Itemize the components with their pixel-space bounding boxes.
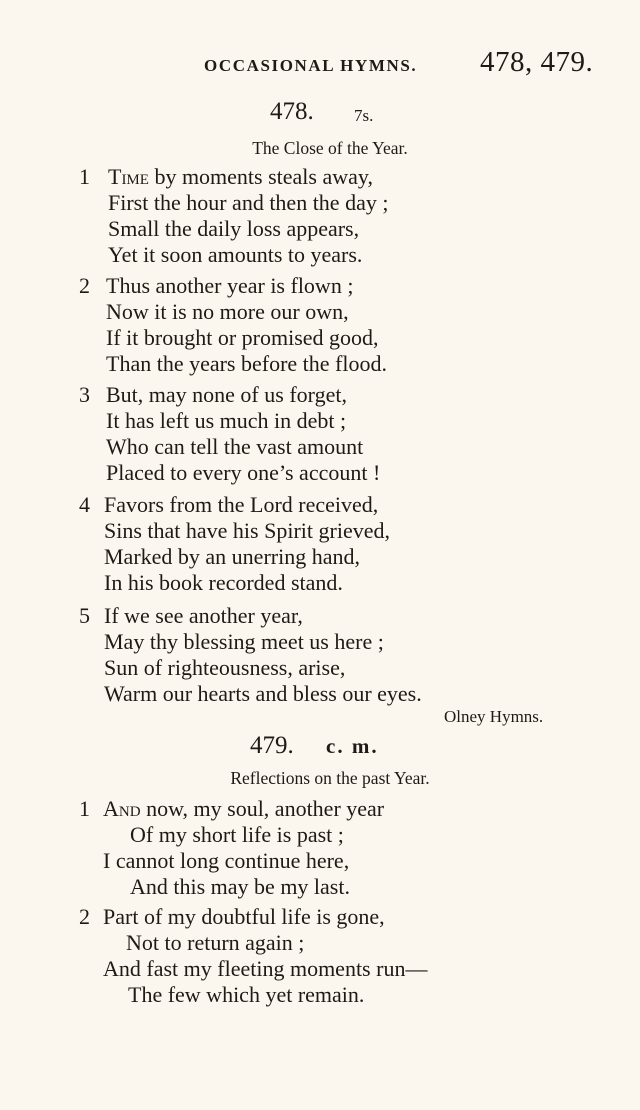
- verse-line: Yet it soon amounts to years.: [108, 242, 363, 267]
- verse-line: First the hour and then the day ;: [108, 190, 389, 215]
- verse-line: Small the daily loss appears,: [108, 216, 360, 241]
- hymn-meter: c. m.: [326, 734, 379, 758]
- verse-line: Of my short life is past ;: [130, 822, 344, 847]
- hymn-attribution: Olney Hymns.: [444, 707, 544, 726]
- stanza-number: 5: [79, 603, 90, 628]
- verse-line: Placed to every one’s account !: [106, 460, 381, 485]
- verse-line: It has left us much in debt ;: [106, 408, 347, 433]
- verse-line: [108, 164, 373, 190]
- verse-line: And this may be my last.: [130, 874, 350, 899]
- stanza-number: 1: [79, 164, 90, 189]
- verse-line: Marked by an unerring hand,: [104, 544, 360, 569]
- verse-line: I cannot long continue here,: [103, 848, 350, 873]
- stanza-number: 4: [79, 492, 90, 517]
- verse-line: Sun of righteousness, arise,: [104, 655, 346, 680]
- verse-line: Than the years before the flood.: [106, 351, 387, 376]
- verse-line: Favors from the Lord received,: [104, 492, 379, 517]
- verse-line: Now it is no more our own,: [106, 299, 349, 324]
- opening-word: Time: [108, 164, 149, 189]
- verse-line: Warm our hearts and bless our eyes.: [104, 681, 422, 706]
- verse-line: Who can tell the vast amount: [106, 434, 364, 459]
- verse-line: Thus another year is flown ;: [106, 273, 354, 298]
- verse-line: Not to return again ;: [126, 930, 305, 955]
- hymn-meter: 7s.: [354, 106, 374, 125]
- verse-line: In his book recorded stand.: [104, 570, 343, 595]
- verse-line: Sins that have his Spirit grieved,: [104, 518, 390, 543]
- line-text: by moments steals away,: [148, 164, 373, 189]
- verse-line: The few which yet remain.: [128, 982, 365, 1007]
- hymn-title: The Close of the Year.: [252, 138, 408, 158]
- verse-line: If it brought or promised good,: [106, 325, 379, 350]
- opening-word: And: [103, 796, 141, 821]
- stanza-number: 3: [79, 382, 90, 407]
- verse-line: And fast my fleeting moments run—: [103, 956, 428, 981]
- hymn-title: Reflections on the past Year.: [230, 768, 430, 788]
- running-head-hymn-numbers: 478, 479.: [480, 46, 594, 78]
- verse-line: Part of my doubtful life is gone,: [103, 904, 385, 929]
- stanza-number: 1: [79, 796, 90, 821]
- stanza-number: 2: [79, 904, 90, 929]
- running-head: [0, 46, 640, 86]
- verse-line: [103, 796, 384, 822]
- hymn-number: 478.: [270, 98, 314, 125]
- stanza-number: 2: [79, 273, 90, 298]
- running-head-title: OCCASIONAL HYMNS.: [204, 56, 418, 75]
- line-text: now, my soul, another year: [140, 796, 385, 821]
- verse-line: But, may none of us forget,: [106, 382, 347, 407]
- verse-line: If we see another year,: [104, 603, 303, 628]
- hymn-number: 479.: [250, 732, 294, 759]
- verse-line: May thy blessing meet us here ;: [104, 629, 384, 654]
